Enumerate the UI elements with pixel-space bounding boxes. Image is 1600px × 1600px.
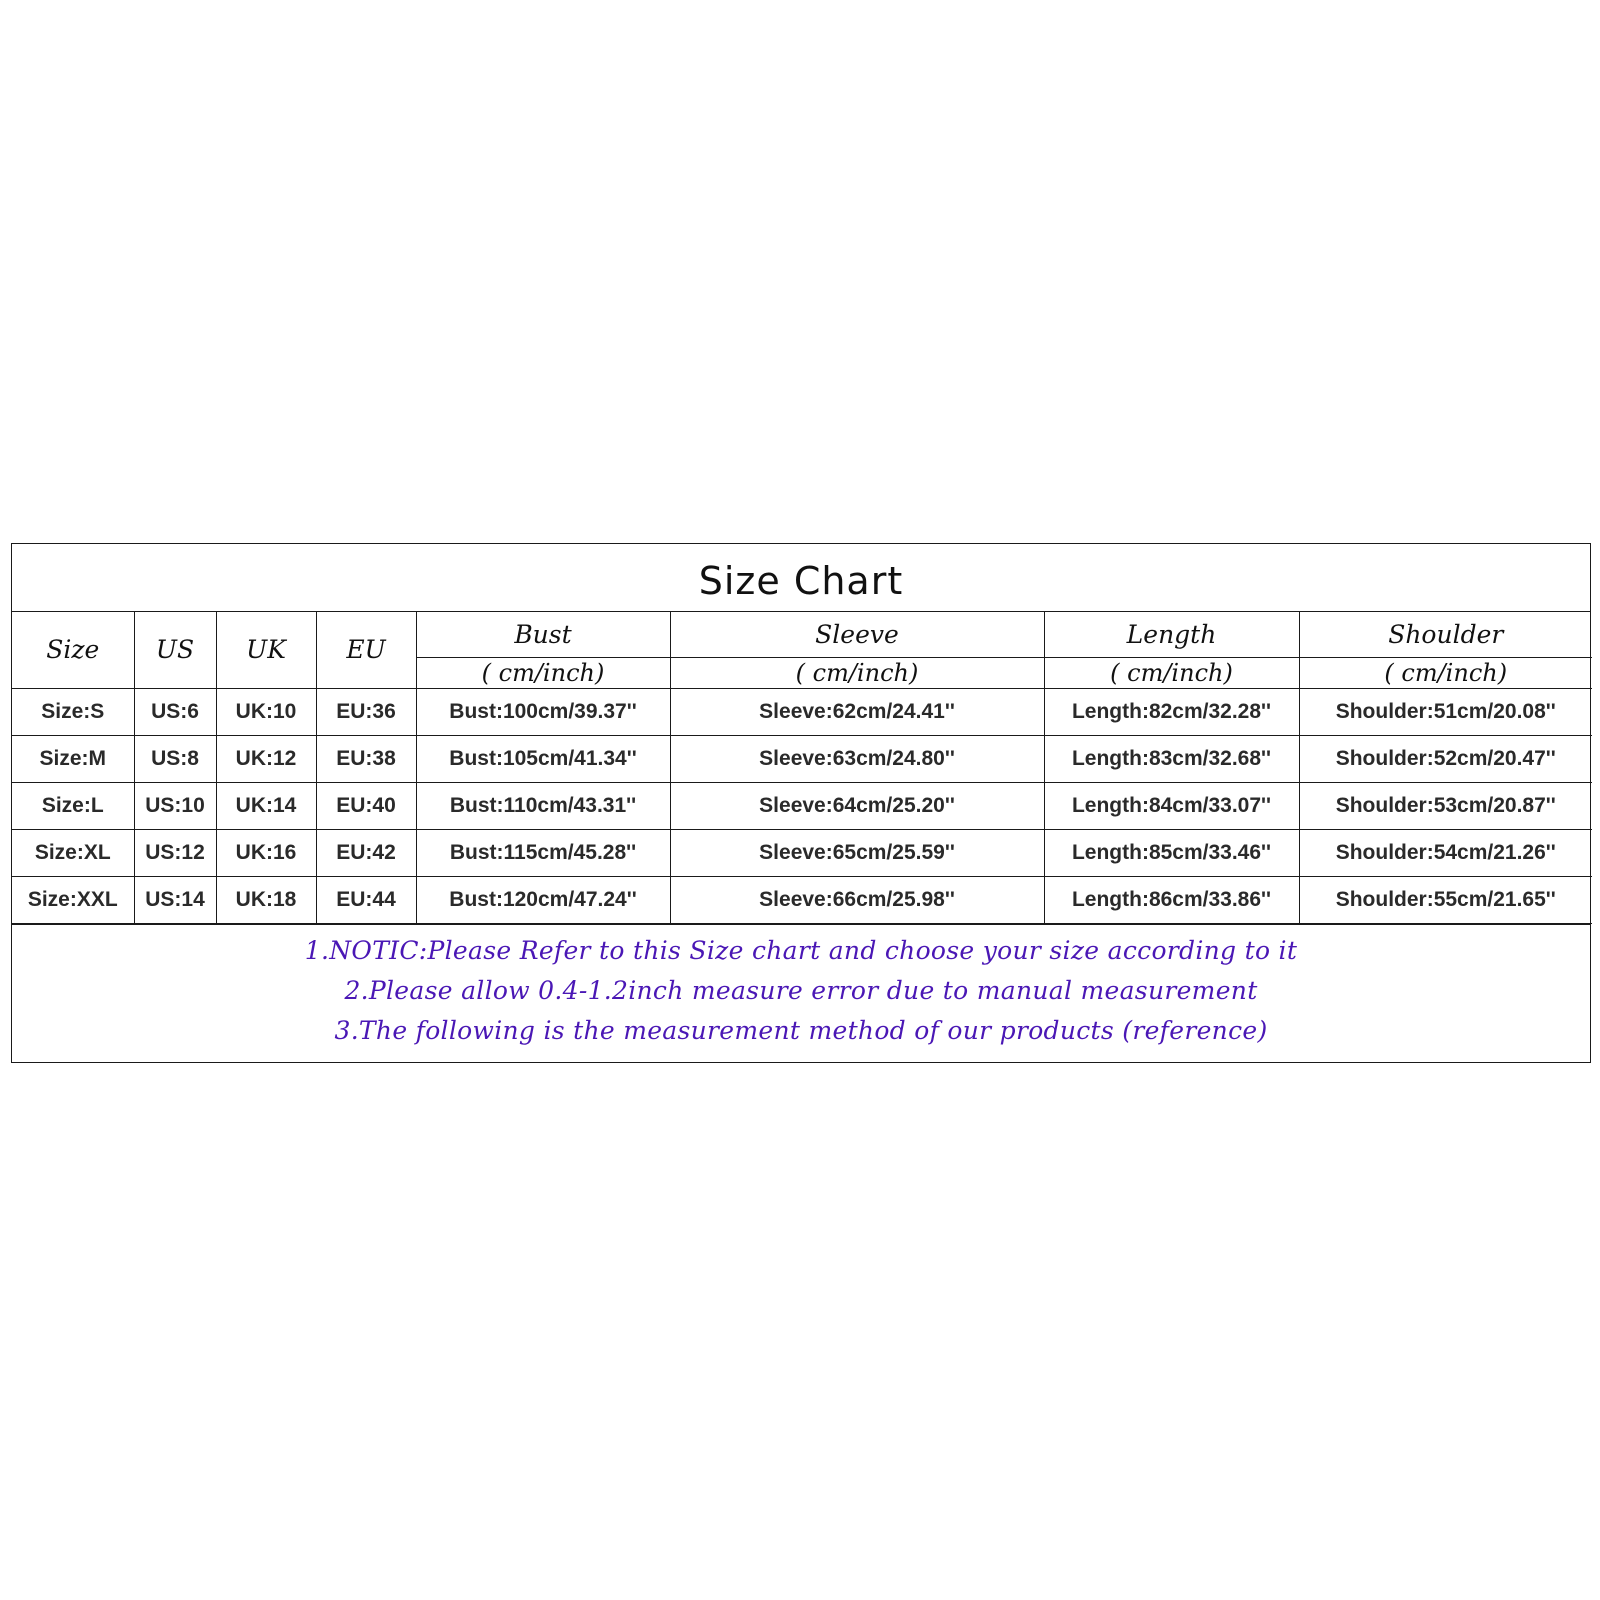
notes-section — [12, 924, 1590, 1051]
cell-sleeve: Sleeve:63cm/24.80'' — [670, 735, 1044, 782]
cell-uk: UK:14 — [216, 782, 316, 829]
header-row — [12, 612, 1592, 657]
title-row — [12, 544, 1590, 612]
header-us: US — [134, 612, 216, 688]
table-row — [12, 735, 1592, 782]
cell-eu: EU:38 — [316, 735, 416, 782]
cell-length: Length:86cm/33.86'' — [1044, 876, 1299, 923]
cell-eu: EU:40 — [316, 782, 416, 829]
cell-us: US:10 — [134, 782, 216, 829]
cell-shoulder: Shoulder:55cm/21.65'' — [1299, 876, 1592, 923]
header-bust: Bust — [416, 612, 670, 657]
cell-bust: Bust:115cm/45.28'' — [416, 829, 670, 876]
note-line: 1.NOTIC:Please Refer to this Size chart and choose your size according to it — [304, 935, 1298, 965]
cell-us: US:14 — [134, 876, 216, 923]
cell-size: Size:S — [12, 688, 134, 735]
cell-us: US:8 — [134, 735, 216, 782]
cell-uk: UK:18 — [216, 876, 316, 923]
cell-sleeve: Sleeve:64cm/25.20'' — [670, 782, 1044, 829]
cell-uk: UK:10 — [216, 688, 316, 735]
unit-length: ( cm/inch) — [1044, 657, 1299, 688]
header-eu: EU — [316, 612, 416, 688]
table-row — [12, 688, 1592, 735]
cell-sleeve: Sleeve:62cm/24.41'' — [670, 688, 1044, 735]
cell-length: Length:83cm/32.68'' — [1044, 735, 1299, 782]
cell-us: US:12 — [134, 829, 216, 876]
cell-bust: Bust:100cm/39.37'' — [416, 688, 670, 735]
header-size: Size — [12, 612, 134, 688]
cell-shoulder: Shoulder:52cm/20.47'' — [1299, 735, 1592, 782]
cell-eu: EU:42 — [316, 829, 416, 876]
unit-sleeve: ( cm/inch) — [670, 657, 1044, 688]
unit-shoulder: ( cm/inch) — [1299, 657, 1592, 688]
cell-shoulder: Shoulder:54cm/21.26'' — [1299, 829, 1592, 876]
cell-bust: Bust:110cm/43.31'' — [416, 782, 670, 829]
table-row — [12, 782, 1592, 829]
chart-title: Size Chart — [698, 558, 904, 603]
cell-bust: Bust:120cm/47.24'' — [416, 876, 670, 923]
header-uk: UK — [216, 612, 316, 688]
cell-bust: Bust:105cm/41.34'' — [416, 735, 670, 782]
cell-size: Size:L — [12, 782, 134, 829]
header-shoulder: Shoulder — [1299, 612, 1592, 657]
table-row — [12, 876, 1592, 923]
size-chart — [11, 543, 1591, 1063]
cell-length: Length:84cm/33.07'' — [1044, 782, 1299, 829]
cell-sleeve: Sleeve:65cm/25.59'' — [670, 829, 1044, 876]
cell-sleeve: Sleeve:66cm/25.98'' — [670, 876, 1044, 923]
cell-size: Size:XL — [12, 829, 134, 876]
cell-size: Size:XXL — [12, 876, 134, 923]
cell-eu: EU:36 — [316, 688, 416, 735]
cell-shoulder: Shoulder:53cm/20.87'' — [1299, 782, 1592, 829]
header-sleeve: Sleeve — [670, 612, 1044, 657]
header-length: Length — [1044, 612, 1299, 657]
cell-us: US:6 — [134, 688, 216, 735]
size-table — [12, 612, 1592, 924]
cell-length: Length:82cm/32.28'' — [1044, 688, 1299, 735]
cell-uk: UK:12 — [216, 735, 316, 782]
unit-bust: ( cm/inch) — [416, 657, 670, 688]
cell-eu: EU:44 — [316, 876, 416, 923]
cell-uk: UK:16 — [216, 829, 316, 876]
note-line: 3.The following is the measurement method of our products (reference) — [334, 1015, 1268, 1045]
cell-length: Length:85cm/33.46'' — [1044, 829, 1299, 876]
cell-size: Size:M — [12, 735, 134, 782]
cell-shoulder: Shoulder:51cm/20.08'' — [1299, 688, 1592, 735]
note-line: 2.Please allow 0.4-1.2inch measure error due to manual measurement — [344, 975, 1258, 1005]
table-row — [12, 829, 1592, 876]
